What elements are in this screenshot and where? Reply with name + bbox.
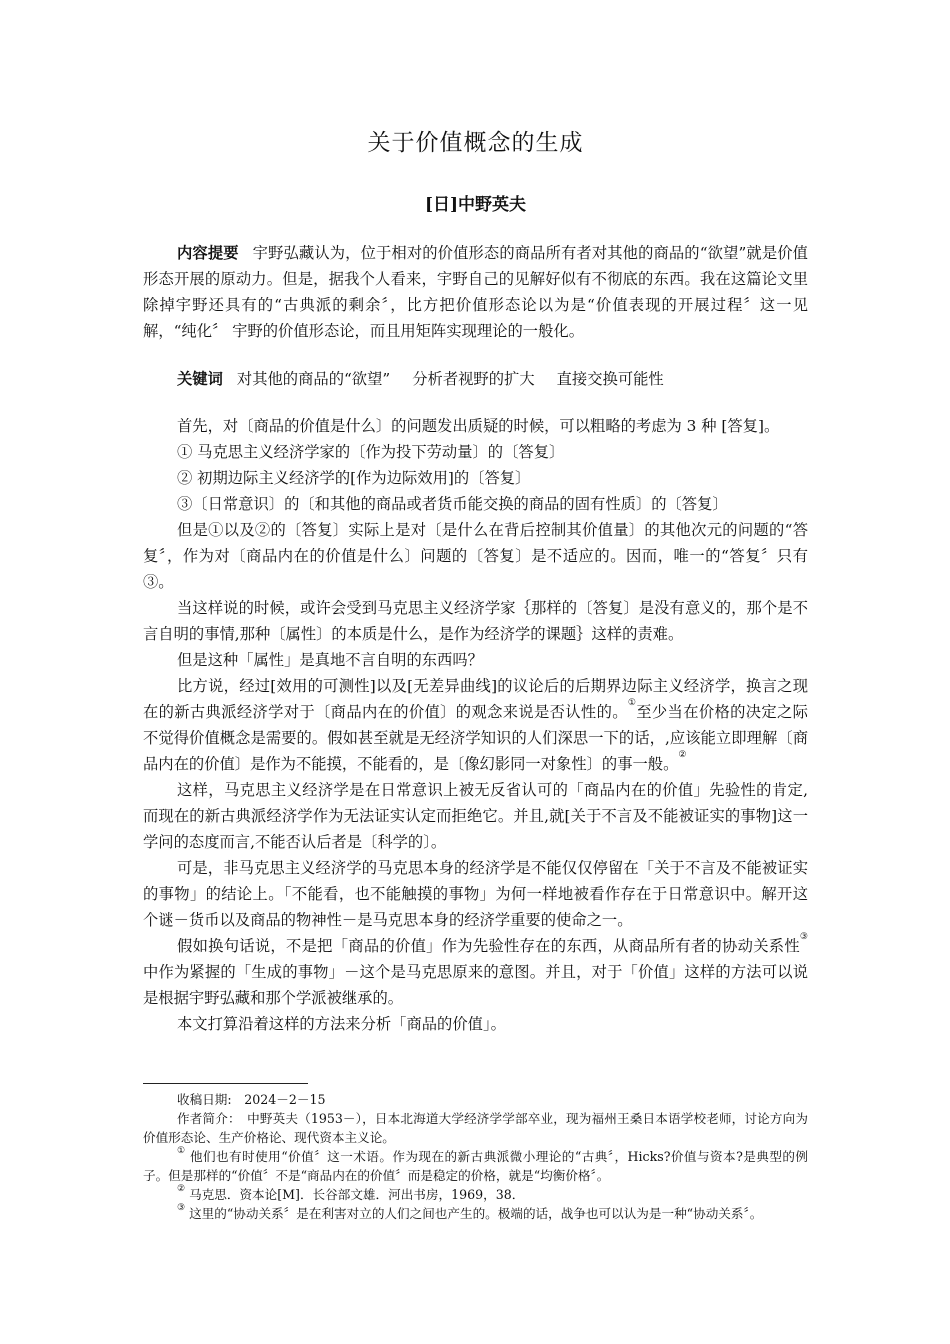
paragraph-text: 比方说，经过[效用的可测性]以及[无差异曲线]的议论后的后期界边际主义经济学，换言之现在的新古典派经济学对于〔商品内在的价值〕的观念来说是否认性的。 (143, 677, 808, 721)
footnote-text: 他们也有时使用“价值〞这一术语。作为现在的新古典派微小理论的“古典〞，Hicks?价值与资本?是典型的例子。但是那样的“价值〞不是“商品内在的价值〞而是稳定的价格，就是“均衡价格〞。 (143, 1149, 808, 1183)
footnote-number: ③ (177, 1203, 186, 1213)
paragraph-text: 中作为紧握的「生成的事物」－这个是马克思原来的意图。并且，对于「价值」这样的方法可以说是根据宇野弘藏和那个学派被继承的。 (143, 963, 808, 1007)
paragraph: 这样，马克思主义经济学是在日常意识上被无反省认可的「商品内在的价值」先验性的肯定,而现在的新古典派经济学作为无法证实认定而拒绝它。并且,就[关于不言及不能被证实的事物]这一学问的态度而言,不能否认后者是〔科学的〕。 (143, 781, 808, 851)
paragraph-text: 假如换句话说，不是把「商品的价值」作为先验性存在的东西，从商品所有者的协动关系性 (177, 937, 800, 955)
footnote-divider (143, 1083, 308, 1084)
paragraph: 但是这种「属性」是真地不言自明的东西吗？ (177, 651, 483, 669)
footnote-marker[interactable]: ② (678, 750, 687, 760)
paragraph: 首先，对〔商品的价值是什么〕的问题发出质疑的时候，可以粗略的考虑为 3 种 [答复]。 (177, 417, 780, 435)
paragraph: 可是，非马克思主义经济学的马克思本身的经济学是不能仅仅停留在「关于不言及不能被证实的事物」的结论上。「不能看，也不能触摸的事物」为何一样地被看作存在于日常意识中。解开这个谜－货币以及商品的物神性－是马克思本身的经济学重要的使命之一。 (143, 859, 808, 929)
paragraph (143, 933, 808, 1011)
keyword-item: 直接交换可能性 (556, 370, 664, 388)
footnote-item (143, 1204, 808, 1223)
footnotes (143, 1090, 808, 1223)
body-text (143, 413, 808, 1037)
paragraph-text: 至少当在价格的决定之际不觉得价值概念是需要的。假如甚至就是无经济学知识的人们深思一下的话，,应该能立即理解〔商品内在的价值〕是作为不能摸，不能看的，是〔像幻影同一对象性〕的事一般。 (143, 703, 808, 773)
author-line: [日]中野英夫 (424, 195, 527, 215)
paragraph (143, 673, 808, 777)
keyword-item: 对其他的商品的“欲望” (236, 370, 391, 388)
footnote-item (143, 1147, 808, 1185)
list-item: ① 马克思主义经济学家的〔作为投下劳动量〕的〔答复〕 (177, 443, 565, 461)
footnote-number: ① (177, 1146, 186, 1156)
abstract-label: 内容提要 (177, 244, 239, 262)
keywords-label: 关键词 (177, 370, 223, 388)
abstract (143, 240, 808, 344)
keywords (177, 366, 808, 392)
abstract-text: 宇野弘藏认为，位于相对的价值形态的商品所有者对其他的商品的“欲望”就是价值形态开展的原动力。但是，据我个人看来，宇野自己的见解好似有不彻底的东西。我在这篇论文里除掉宇野还具有的“古典派的剩余〞，比方把价值形态论以为是“价值表现的开展过程〞这一见解，“纯化〞 宇野的价值形态论，而且用矩阵实现理论的一般化。 (143, 244, 808, 340)
footnote-marker[interactable]: ③ (799, 932, 808, 942)
list-item: ③〔日常意识〕的〔和其他的商品或者货币能交换的商品的固有性质〕的〔答复〕 (177, 495, 728, 513)
footnote-marker[interactable]: ① (627, 698, 637, 708)
paragraph: 本文打算沿着这样的方法来分析「商品的价值」。 (177, 1015, 506, 1033)
received-date: 收稿日期: 2024－2－15 (177, 1092, 326, 1107)
footnote-text: 这里的“协动关系〞是在利害对立的人们之间也产生的。极端的话，战争也可以认为是一种“协动关系〞。 (185, 1206, 763, 1221)
keyword-item: 分析者视野的扩大 (412, 370, 535, 388)
author-bio: 作者简介： 中野英夫（1953－），日本北海道大学经济学学部卒业，现为福州王桑日本语学校老师，讨论方向为价值形态论、生产价格论、现代资本主义论。 (143, 1111, 808, 1145)
paragraph: 但是①以及②的〔答复〕实际上是对〔是什么在背后控制其价值量〕的其他次元的问题的“答复〞，作为对〔商品内在的价值是什么〕问题的〔答复〕是不适应的。因而，唯一的“答复〞只有③。 (143, 521, 808, 591)
paper-title: 关于价值概念的生成 (367, 130, 584, 156)
list-item: ② 初期边际主义经济学的[作为边际效用]的〔答复〕 (177, 469, 531, 487)
footnote-number: ② (177, 1184, 186, 1194)
footnote-text: 马克思．资本论[M]．长谷部文雄．河出书房，1969，38． (185, 1187, 525, 1202)
footnote-item (143, 1185, 808, 1204)
paragraph: 当这样说的时候，或许会受到马克思主义经济学家｛那样的〔答复〕是没有意义的，那个是不言自明的事情,那种〔属性〕的本质是什么，是作为经济学的课题｝这样的责难。 (143, 599, 808, 643)
